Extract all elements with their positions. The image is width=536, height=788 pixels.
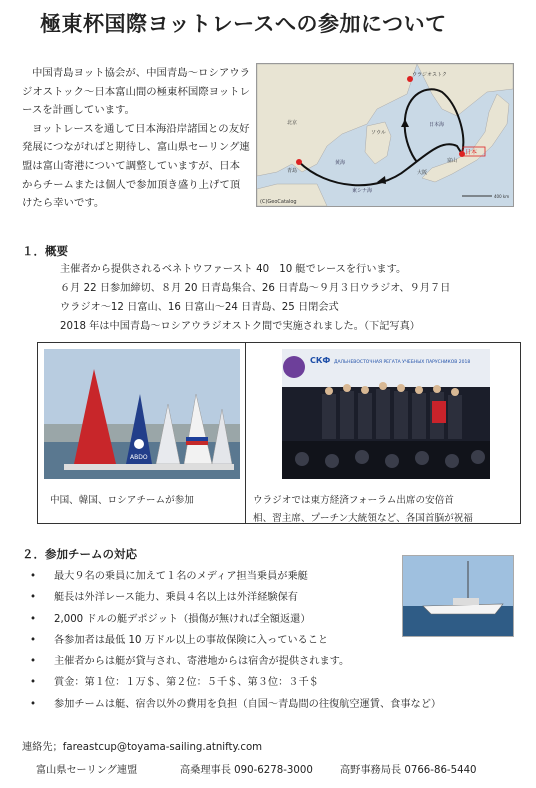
- boat-hull: [423, 604, 503, 614]
- map-label-toyama: 富山: [447, 158, 458, 164]
- map-scale-label: 400 km: [494, 194, 510, 199]
- regatta-photo-svg: [44, 349, 240, 479]
- map-label-vladivostok: ウラジオストク: [412, 72, 447, 78]
- banner: [282, 349, 490, 387]
- contact-person-2: 高野事務局長 0766-86-5440: [340, 765, 477, 776]
- list-item: • 賞金：第１位：１万＄、第２位：５千＄、第３位：３千＄: [30, 672, 390, 693]
- intro-paragraph-2: ヨットレースを通して日本海沿岸諸国との友好発展につながればと期待し、富山県セーリング連盟は富山寄港について調整していますが、日本からチームまたは個人で参加頂き盛り上げて頂けたら幸いです。: [22, 122, 250, 210]
- red-outfit: [432, 401, 446, 423]
- right-photo-caption-line-1: ウラジオでは東方経済フォーラム出席の安倍首: [253, 495, 454, 506]
- list-item: • 艇長は外洋レース能力、乗員４名以上は外洋経験保有: [30, 587, 390, 608]
- map-svg: [257, 64, 513, 206]
- banner-brand: СКФ: [310, 356, 331, 365]
- right-photo-caption-line-2: 相、習主席、プーチン大統領など、各国首脳が祝福: [253, 513, 473, 524]
- section2-heading: ２．参加チームの対応: [22, 547, 137, 561]
- map-credit: (C)GeoCatalog: [260, 199, 297, 205]
- contact-org: 富山県セーリング連盟: [36, 765, 138, 776]
- hulls: [64, 464, 234, 470]
- race-route-map: [256, 63, 514, 207]
- boat-photo: [402, 555, 514, 637]
- intro-paragraph-1: 中国青島ヨット協会が、中国青島〜ロシアウラジオストック〜日本富山間の極東杯国際ヨットレースを計画しています。: [22, 67, 250, 117]
- photo-panel: [37, 342, 521, 524]
- boat-cabin: [453, 598, 479, 605]
- contact-person-1: 高桑理事長 090-6278-3000: [180, 765, 313, 776]
- map-label-east-china-sea: 東シナ海: [352, 188, 373, 194]
- left-photo-caption: 中国、韓国、ロシアチームが参加: [50, 495, 194, 506]
- list-item: • 主催者からは艇が貸与され、寄港地からは宿舎が提供されます。: [30, 651, 390, 672]
- list-item: • 2,000 ドルの艇デポジット（損傷が無ければ全額返還）: [30, 609, 390, 630]
- banner-text: ДАЛЬНЕВОСТОЧНАЯ РЕГАТА УЧЕБНЫХ ПАРУСНИКОВ 2018: [334, 360, 471, 365]
- map-label-sea-of-japan: 日本海: [429, 122, 445, 128]
- team-requirements-list: [30, 566, 442, 715]
- section1-line-3: ウラジオ〜12 日富山、16 日富山〜24 日青島、25 日閉会式: [60, 302, 339, 313]
- map-label-yellow-sea: 黄海: [335, 160, 346, 166]
- korea-flag-emblem: [134, 439, 144, 449]
- sail-label: ABDO: [130, 454, 148, 461]
- map-label-seoul: ソウル: [371, 130, 386, 136]
- section1-line-4: 2018 年は中国青島〜ロシアウラジオストク間で実施されました。（下記写真）: [60, 321, 420, 332]
- map-label-qingdao: 青島: [287, 168, 298, 174]
- intro-text: [22, 64, 250, 213]
- boat-photo-svg: [403, 556, 513, 636]
- section1-line-1: 主催者から提供されるベネトウファースト 40 10 艇でレースを行います。: [60, 264, 407, 275]
- list-item: • 各参加者は最低 10 万ドル以上の事故保険に入っていること: [30, 630, 390, 651]
- qingdao-marker: [296, 159, 302, 165]
- russia-sail-stripe-red: [186, 441, 208, 445]
- section1-line-2: ６月 22 日参加締切、８月 20 日青島集合、26 日青島〜９月３日ウラジオ、９月７日: [60, 283, 451, 294]
- map-label-osaka: 大阪: [417, 170, 428, 176]
- map-label-japan: 日本: [465, 149, 478, 156]
- ceremony-photo-svg: [282, 349, 490, 479]
- ceremony-photo: [282, 349, 490, 479]
- photo-divider: [245, 343, 246, 523]
- section1-heading: １．概要: [22, 244, 68, 258]
- list-item: • 参加チームは艇、宿舎以外の費用を負担（自国〜青島間の往復航空運賃、食事など）: [30, 694, 390, 715]
- contact-line: 連絡先；fareastcup@toyama-sailing.atnifty.com: [22, 742, 263, 753]
- regatta-photo: [44, 349, 240, 479]
- russia-sail-stripe-blue: [186, 437, 208, 441]
- map-label-beijing: 北京: [287, 120, 298, 126]
- banner-logo: [283, 356, 305, 378]
- page-title: 極東杯国際ヨットレースへの参加について: [40, 12, 447, 36]
- list-item: • 最大９名の乗員に加えて１名のメディア担当乗員が乗艇: [30, 566, 390, 587]
